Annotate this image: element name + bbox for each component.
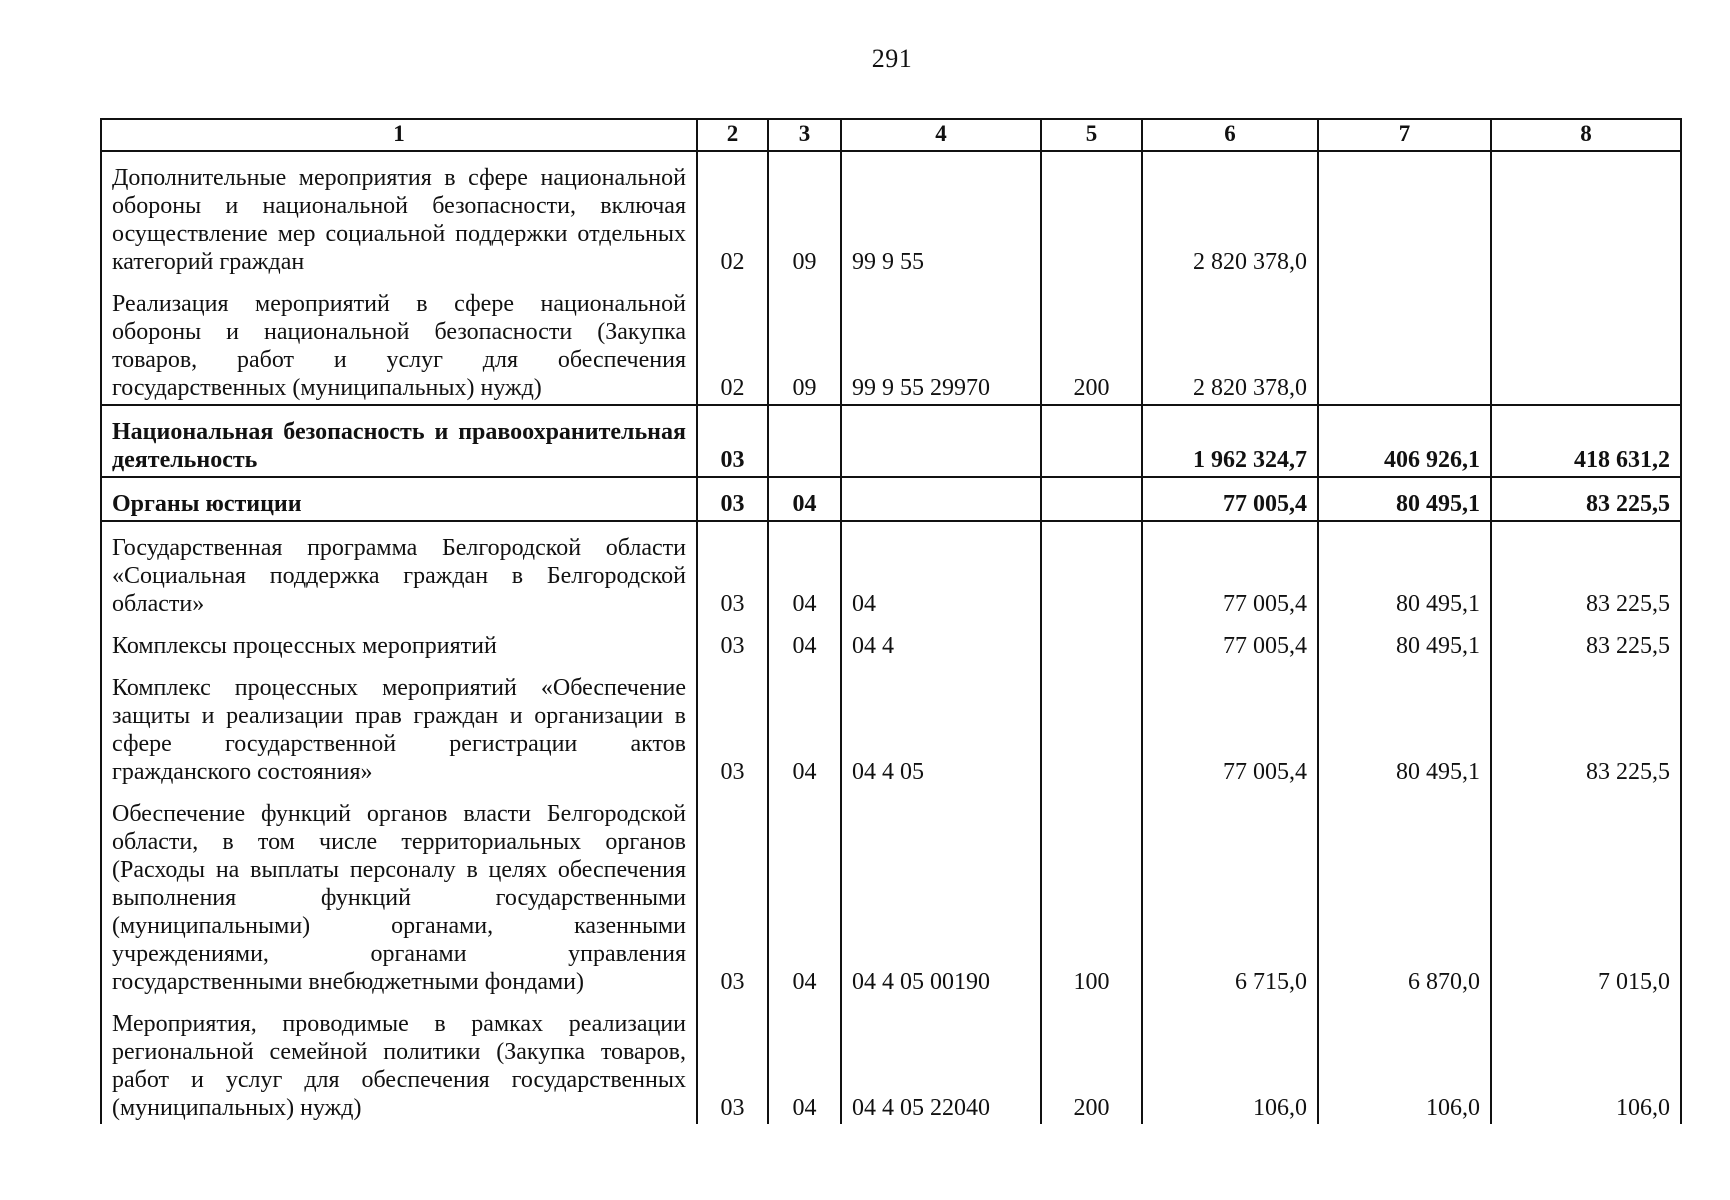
amount-col-8 <box>1491 278 1681 405</box>
amount-col-8: 83 225,5 <box>1491 620 1681 662</box>
table-row <box>101 620 1681 662</box>
amount-col-8: 83 225,5 <box>1491 662 1681 788</box>
table-header-row <box>101 119 1681 151</box>
amount-col-8: 7 015,0 <box>1491 788 1681 998</box>
subsection-code: 09 <box>768 278 841 405</box>
section-code: 03 <box>697 521 768 620</box>
section-code: 02 <box>697 151 768 278</box>
column-header: 8 <box>1491 119 1681 151</box>
page-number: 291 <box>871 44 913 73</box>
row-name: Мероприятия, проводимые в рамках реализации региональной семейной политики (Закупка товаров, работ и услуг для обеспечения государственных (муниципальных) нужд) <box>101 998 697 1124</box>
section-code: 02 <box>697 278 768 405</box>
subsection-code: 04 <box>768 998 841 1124</box>
amount-col-8: 106,0 <box>1491 998 1681 1124</box>
row-name: Комплексы процессных мероприятий <box>101 620 697 662</box>
expense-type-code: 200 <box>1041 998 1142 1124</box>
column-header: 3 <box>768 119 841 151</box>
row-name: Дополнительные мероприятия в сфере национальной обороны и национальной безопасности, включая осуществление мер социальной поддержки отдельных категорий граждан <box>101 151 697 278</box>
amount-col-8: 83 225,5 <box>1491 521 1681 620</box>
subsection-code: 04 <box>768 788 841 998</box>
table-row <box>101 151 1681 278</box>
subsection-code: 04 <box>768 620 841 662</box>
expense-type-code <box>1041 620 1142 662</box>
section-code: 03 <box>697 662 768 788</box>
target-article-code: 04 4 05 <box>841 662 1041 788</box>
amount-col-6: 2 820 378,0 <box>1142 151 1318 278</box>
amount-col-7: 80 495,1 <box>1318 477 1491 521</box>
table-row <box>101 662 1681 788</box>
row-name: Органы юстиции <box>101 477 697 521</box>
expense-type-code <box>1041 405 1142 477</box>
amount-col-7: 106,0 <box>1318 998 1491 1124</box>
amount-col-7: 80 495,1 <box>1318 662 1491 788</box>
expense-type-code <box>1041 151 1142 278</box>
column-header: 1 <box>101 119 697 151</box>
amount-col-8: 83 225,5 <box>1491 477 1681 521</box>
table-row <box>101 998 1681 1124</box>
amount-col-7: 406 926,1 <box>1318 405 1491 477</box>
amount-col-7 <box>1318 278 1491 405</box>
amount-col-8: 418 631,2 <box>1491 405 1681 477</box>
budget-table <box>100 118 1682 1124</box>
table-row-section <box>101 405 1681 477</box>
amount-col-6: 77 005,4 <box>1142 477 1318 521</box>
table-row <box>101 278 1681 405</box>
column-header: 5 <box>1041 119 1142 151</box>
column-header: 7 <box>1318 119 1491 151</box>
section-code: 03 <box>697 620 768 662</box>
target-article-code <box>841 477 1041 521</box>
target-article-code <box>841 405 1041 477</box>
amount-col-7: 80 495,1 <box>1318 521 1491 620</box>
section-code: 03 <box>697 405 768 477</box>
target-article-code: 99 9 55 29970 <box>841 278 1041 405</box>
section-code: 03 <box>697 998 768 1124</box>
amount-col-6: 77 005,4 <box>1142 662 1318 788</box>
target-article-code: 04 <box>841 521 1041 620</box>
section-code: 03 <box>697 788 768 998</box>
target-article-code: 04 4 05 00190 <box>841 788 1041 998</box>
amount-col-6: 1 962 324,7 <box>1142 405 1318 477</box>
amount-col-6: 6 715,0 <box>1142 788 1318 998</box>
target-article-code: 04 4 05 22040 <box>841 998 1041 1124</box>
subsection-code: 04 <box>768 662 841 788</box>
row-name: Комплекс процессных мероприятий «Обеспечение защиты и реализации прав граждан и организации в сфере государственной регистрации актов гражданского состояния» <box>101 662 697 788</box>
column-header: 4 <box>841 119 1041 151</box>
section-code: 03 <box>697 477 768 521</box>
column-header: 2 <box>697 119 768 151</box>
amount-col-7: 6 870,0 <box>1318 788 1491 998</box>
row-name: Государственная программа Белгородской области «Социальная поддержка граждан в Белгородской области» <box>101 521 697 620</box>
subsection-code <box>768 405 841 477</box>
amount-col-8 <box>1491 151 1681 278</box>
expense-type-code <box>1041 521 1142 620</box>
expense-type-code: 200 <box>1041 278 1142 405</box>
subsection-code: 04 <box>768 477 841 521</box>
target-article-code: 04 4 <box>841 620 1041 662</box>
subsection-code: 04 <box>768 521 841 620</box>
row-name: Реализация мероприятий в сфере национальной обороны и национальной безопасности (Закупка товаров, работ и услуг для обеспечения государственных (муниципальных) нужд) <box>101 278 697 405</box>
table-row <box>101 788 1681 998</box>
table-row <box>101 521 1681 620</box>
amount-col-7: 80 495,1 <box>1318 620 1491 662</box>
target-article-code: 99 9 55 <box>841 151 1041 278</box>
amount-col-7 <box>1318 151 1491 278</box>
expense-type-code: 100 <box>1041 788 1142 998</box>
table-row-subsection <box>101 477 1681 521</box>
expense-type-code <box>1041 477 1142 521</box>
amount-col-6: 77 005,4 <box>1142 521 1318 620</box>
expense-type-code <box>1041 662 1142 788</box>
row-name: Обеспечение функций органов власти Белгородской области, в том числе территориальных органов (Расходы на выплаты персоналу в целях обеспечения выполнения функций государственными (муниципальными) органами, казенными учреждениями, органами управления государственными внебюджетными фондами) <box>101 788 697 998</box>
amount-col-6: 106,0 <box>1142 998 1318 1124</box>
subsection-code: 09 <box>768 151 841 278</box>
amount-col-6: 2 820 378,0 <box>1142 278 1318 405</box>
amount-col-6: 77 005,4 <box>1142 620 1318 662</box>
column-header: 6 <box>1142 119 1318 151</box>
row-name: Национальная безопасность и правоохранительная деятельность <box>101 405 697 477</box>
